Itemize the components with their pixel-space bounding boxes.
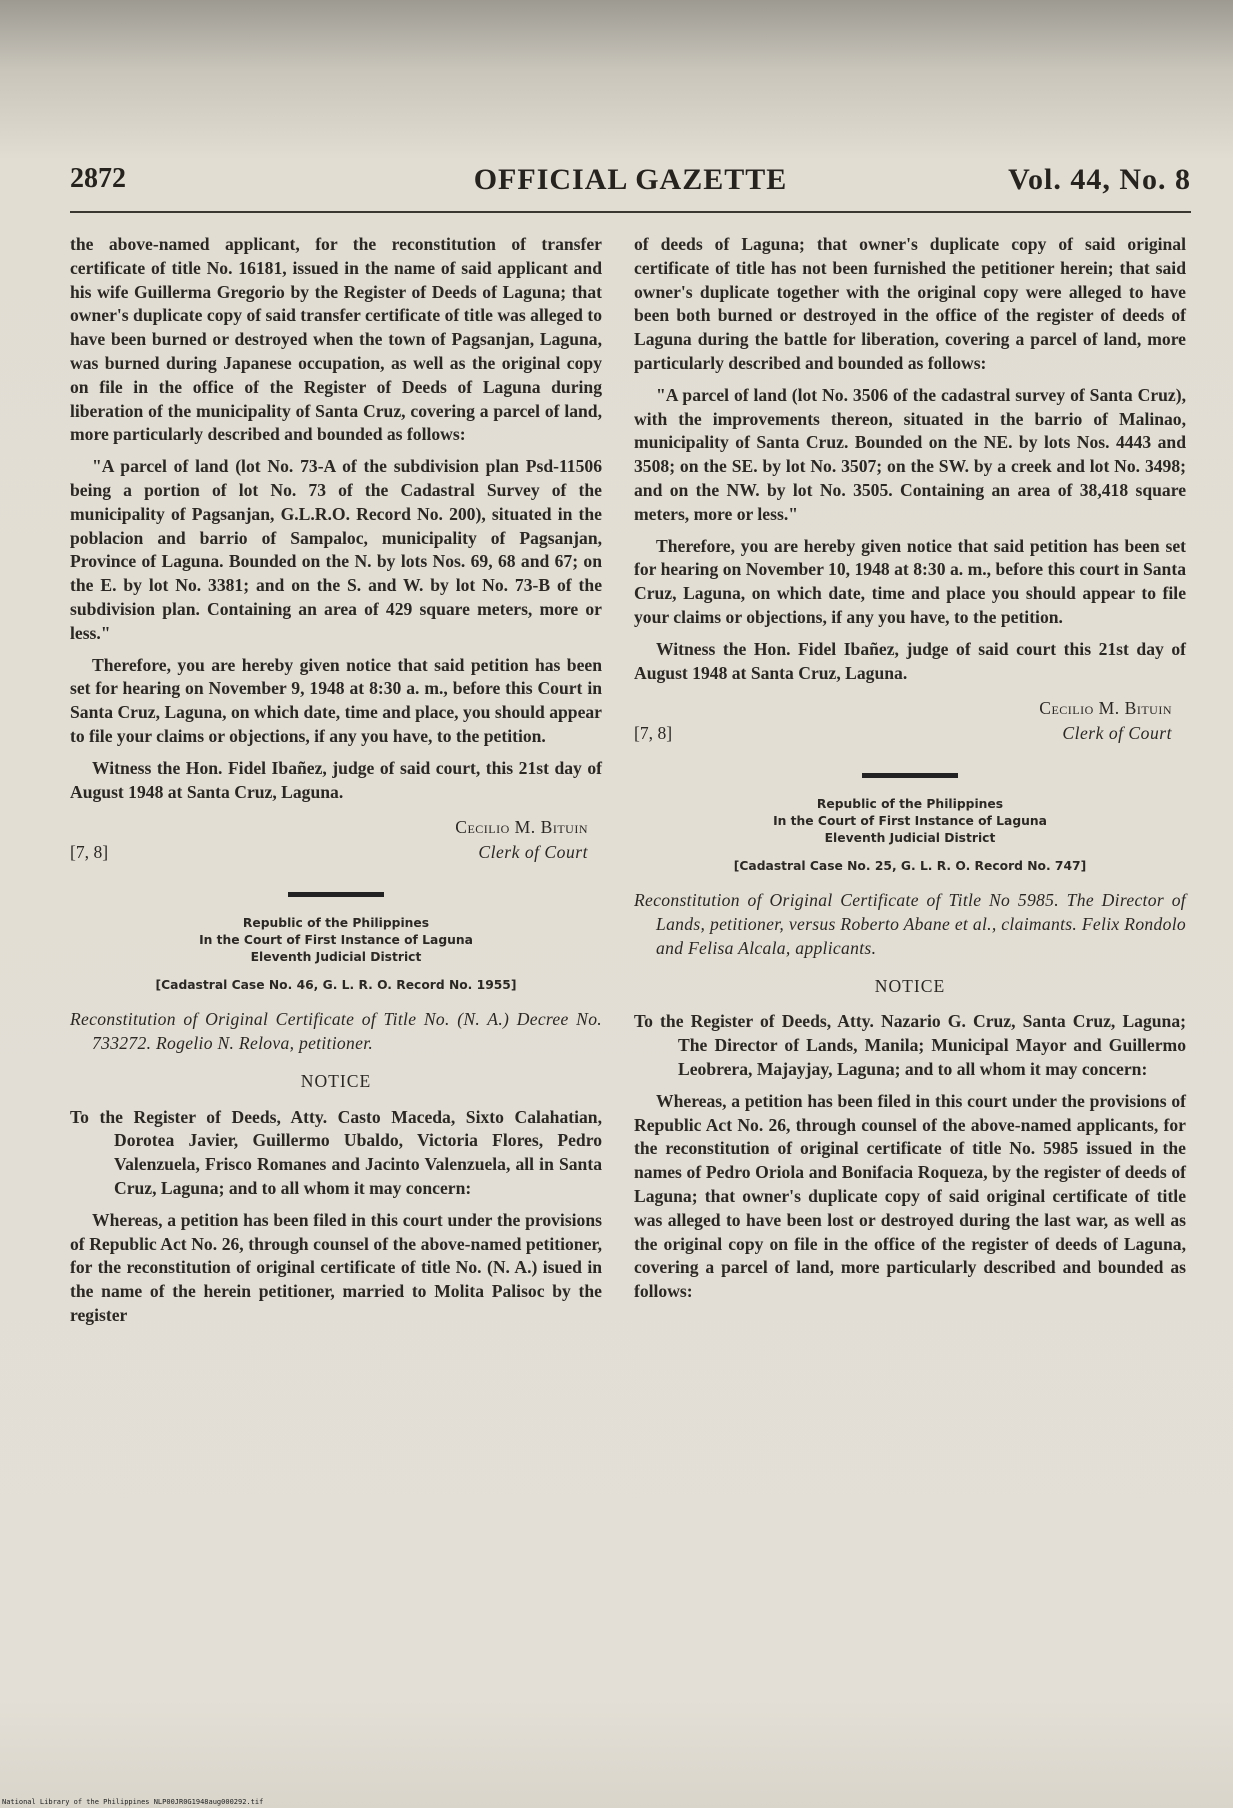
land-description: "A parcel of land (lot No. 3506 of the cadastral survey of Santa Cruz), with the improvements thereon, situated in the barrio of Malinao, municipality of Santa Cruz. Bounded on the NE. by lots Nos. 4443 and 3508; on the SE. by lot No. 3507; on the SW. by a creek and lot No. 3498; and on the NW. by lot No. 3505. Containing an area of 38,418 square meters, more or less." [634,384,1186,524]
case-number: [Cadastral Case No. 25, G. L. R. O. Record No. 747] [733,859,1087,874]
court-line: In the Court of First Instance of Laguna [199,933,473,948]
signatory-name: Cecilio M. Bituin [1039,698,1172,719]
paragraph: Whereas, a petition has been filed in this court under the provisions of Republic Act No. 26, through counsel of the above-named petitioner, for the reconstitution of original certificate of title No. (N. A.) isued in the name of the herein petitioner, married to Molita Palisoc by the register [70,1209,602,1325]
case-caption: Reconstitution of Original Certificate of Title No 5985. The Director of Lands, petitioner, versus Roberto Abane et al., claimants. Felix Rondolo and Felisa Alcala, applicants. [634,890,1186,958]
paragraph: the above-named applicant, for the reconstitution of transfer certificate of title No. 16181, issued in the name of said applicant and his wife Guillerma Gregorio by the Register of Deeds of Laguna; that owner's duplicate copy of said transfer certificate of title was alleged to have been burned or destroyed when the town of Pagsanjan, Laguna, was burned during Japanese occupation, as well as the original copy on file in the office of the Register of Deeds of Laguna during liberation of the municipality of Santa Cruz, covering a parcel of land, more particularly described and bounded as follows: [70,234,602,445]
section-divider [862,773,958,778]
notice-heading: NOTICE [300,1070,372,1091]
notice-heading: NOTICE [874,975,946,996]
publication-title: OFFICIAL GAZETTE [473,163,788,196]
right-column [634,233,1186,1312]
signature-block [634,697,1186,757]
issue-reference: [7, 8] [634,723,673,744]
paragraph: Whereas, a petition has been filed in this court under the provisions of Republic Act No. 26, through counsel of the above-named applicants, for the reconstitution of original certificate of title No. 5985 issued in the names of Pedro Oriola and Bonifacia Roqueza, by the register of deeds of Laguna; that owner's duplicate copy of said original certificate of title was alleged to have been lost or destroyed during the last war, as well as the original copy on file in the office of the register of deeds of Laguna, covering a parcel of land, more particularly described and bounded as follows: [634,1090,1186,1302]
paragraph: Witness the Hon. Fidel Ibañez, judge of said court, this 21st day of August 1948 at Santa Cruz, Laguna. [70,757,602,802]
court-line: Republic of the Philippines [242,916,430,931]
signatory-title: Clerk of Court [478,842,588,863]
land-description: "A parcel of land (lot No. 73-A of the subdivision plan Psd-11506 being a portion of lot No. 73 of the Cadastral Survey of the municipality of Pagsanjan, G.L.R.O. Record No. 200), situated in the poblacion and barrio of Sampaloc, municipality of Pagsanjan, Province of Laguna. Bounded on the N. by lots Nos. 69, 68 and 67; on the E. by lot No. 3381; and on the S. and W. by lot No. 73-B of the subdivision plan. Containing an area of 429 square meters, more or less." [70,456,602,643]
paragraph: Therefore, you are hereby given notice that said petition has been set for hearing on November 10, 1948 at 8:30 a. m., before this court in Santa Cruz, Laguna, on which date, time and place you should appear to file your claims or objections, if any you have, to the petition. [634,535,1186,627]
court-line: In the Court of First Instance of Laguna [773,814,1047,829]
court-line: Eleventh Judicial District [824,831,996,846]
notice-addressees: To the Register of Deeds, Atty. Nazario G. Cruz, Santa Cruz, Laguna; The Director of Lands, Manila; Municipal Mayor and Guillermo Leobrera, Majayjay, Laguna; and to all whom it may concern: [634,1011,1186,1079]
paragraph: Witness the Hon. Fidel Ibañez, judge of said court this 21st day of August 1948 at Santa Cruz, Laguna. [634,638,1186,683]
signatory-title: Clerk of Court [1062,723,1172,744]
case-number: [Cadastral Case No. 46, G. L. R. O. Record No. 1955] [155,978,517,993]
section-divider [288,892,384,897]
scan-footer: National Library of the Philippines NLP00JR0G1948aug000292.tif [2,1798,264,1806]
court-line: Eleventh Judicial District [250,950,422,965]
case-caption: Reconstitution of Original Certificate of Title No. (N. A.) Decree No. 733272. Rogelio N. Relova, petitioner. [70,1009,602,1053]
paragraph: Therefore, you are hereby given notice that said petition has been set for hearing on November 9, 1948 at 8:30 a. m., before this Court in Santa Cruz, Laguna, on which date, time and place, you should appear to file your claims or objections, if any you have, to the petition. [70,654,602,746]
signatory-name: Cecilio M. Bituin [455,817,588,838]
issue-reference: [7, 8] [70,842,109,863]
header-rule [70,211,1191,213]
court-heading [634,796,1186,847]
page-header [70,163,1191,203]
court-line: Republic of the Philippines [816,797,1004,812]
page-number: 2872 [70,163,126,194]
volume-number: Vol. 44, No. 8 [1008,163,1191,196]
notice-addressees: To the Register of Deeds, Atty. Casto Maceda, Sixto Calahatian, Dorotea Javier, Guillermo Ubaldo, Victoria Flores, Pedro Valenzuela, Frisco Romanes and Jacinto Valenzuela, all in Santa Cruz, Laguna; and to all whom it may concern: [70,1106,602,1198]
signature-block [70,816,602,876]
court-heading [70,915,602,966]
left-column [70,233,602,1336]
paragraph: of deeds of Laguna; that owner's duplicate copy of said original certificate of title has not been furnished the petitioner herein; that said owner's duplicate together with the original copy were alleged to have been both burned or destroyed in the office of the register of deeds of Laguna during the battle for liberation, covering a parcel of land, more particularly described and bounded as follows: [634,234,1186,373]
